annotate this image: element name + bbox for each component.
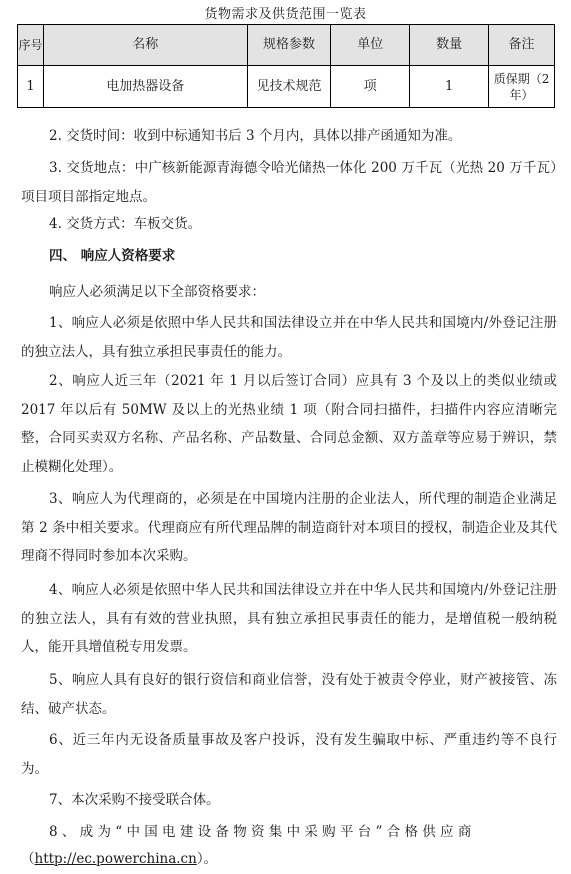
header-cell-no: 序号 <box>18 25 44 66</box>
platform-link[interactable]: http://ec.powerchina.cn <box>34 851 197 867</box>
cell-remark: 质保期（2年） <box>489 66 555 108</box>
requirement-6: 6、近三年内无设备质量事故及客户投诉，没有发生骗取中标、严重违约等不良行为。 <box>21 732 557 777</box>
requirement-8: 8 、 成 为 “ 中 国 电 建 设 备 物 资 集 中 采 购 平 台 ” 合 格 供 应 商 <box>49 824 472 840</box>
cell-no: 1 <box>18 66 44 108</box>
requirement-7: 7、本次采购不接受联合体。 <box>49 792 220 808</box>
cell-unit: 项 <box>331 66 410 108</box>
link-close-paren: ）。 <box>196 851 218 867</box>
requirement-5: 5、响应人具有良好的银行资信和商业信誉，没有处于被责令停业，财产被接管、冻结、破产状态。 <box>21 672 557 717</box>
section-heading: 四、 响应人资格要求 <box>49 248 176 264</box>
cell-qty: 1 <box>410 66 489 108</box>
header-cell-spec: 规格参数 <box>247 25 331 66</box>
requirement-8-link-line <box>21 845 557 874</box>
requirement-2: 2、响应人近三年（2021 年 1 月以后签订合同）应具有 3 个及以上的类似业绩或 2017 年以后有 50MW 及以上的光热业绩 1 项（附合同扫描件，扫描件内容应清晰完整，合同买卖双方名称、产品名称、产品数量、合同总金额、双方盖章等应易于辨识，禁止模糊化处理）。 <box>21 373 557 475</box>
header-cell-name: 名称 <box>43 25 247 66</box>
delivery-time: 2. 交货时间：收到中标通知书后 3 个月内，具体以排产函通知为准。 <box>49 128 462 144</box>
requirement-1: 1、响应人必须是依照中华人民共和国法律设立并在中华人民共和国境内/外登记注册的独立法人，具有独立承担民事责任的能力。 <box>21 315 557 360</box>
table-row <box>18 66 555 108</box>
requirement-4: 4、响应人必须是依照中华人民共和国法律设立并在中华人民共和国境内/外登记注册的独立法人，具有有效的营业执照，具有独立承担民事责任的能力，是增值税一般纳税人，能开具增值税专用发票。 <box>21 582 557 655</box>
delivery-location: 3. 交货地点：中广核新能源青海德令哈光储热一体化 200 万千瓦（光热 20 万千瓦）项目项目部指定地点。 <box>21 160 557 205</box>
requirements-intro: 响应人必须满足以下全部资格要求： <box>49 284 265 300</box>
requirement-3: 3、响应人为代理商的，必须是在中国境内注册的企业法人，所代理的制造企业满足第 2 条中相关要求。代理商应有所代理品牌的制造商针对本项目的授权，制造企业及其代理商不得同时参加本次采购。 <box>21 491 557 564</box>
header-cell-qty: 数量 <box>410 25 489 66</box>
cell-spec: 见技术规范 <box>247 66 331 108</box>
goods-table <box>17 24 555 108</box>
link-open-paren: （ <box>21 851 35 867</box>
table-title: 货物需求及供货范围一览表 <box>204 7 367 22</box>
delivery-method: 4. 交货方式：车板交货。 <box>49 216 202 232</box>
header-cell-unit: 单位 <box>331 25 410 66</box>
table-header-row <box>18 25 555 66</box>
header-cell-remark: 备注 <box>489 25 555 66</box>
cell-name: 电加热器设备 <box>43 66 247 108</box>
